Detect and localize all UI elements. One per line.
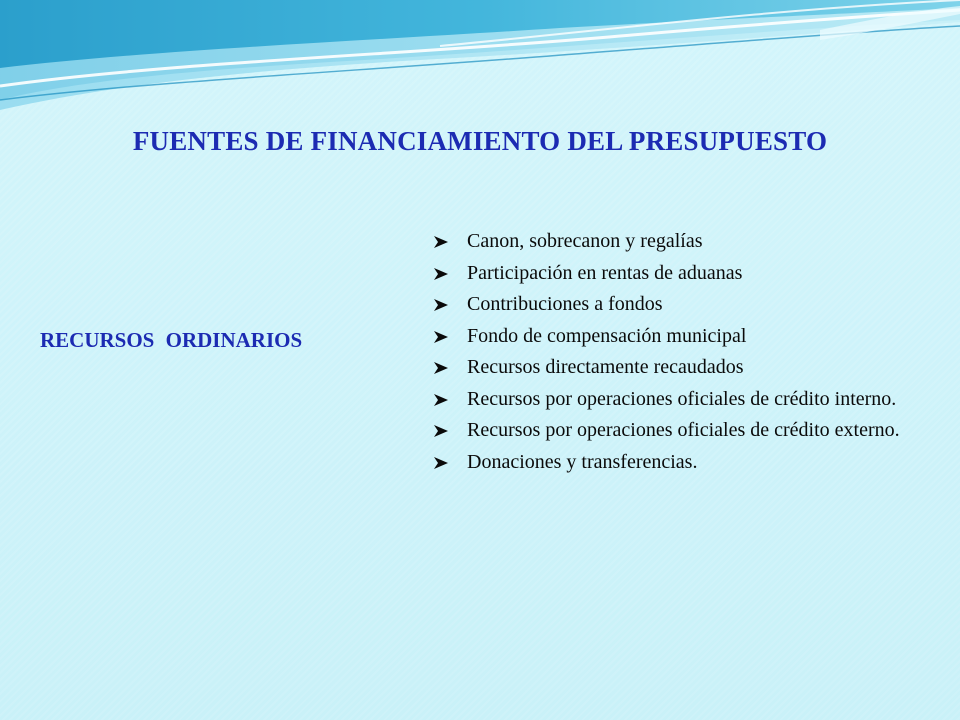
list-item <box>433 226 903 258</box>
wave-banner <box>0 0 960 120</box>
list-item <box>433 415 903 447</box>
list-item <box>433 447 903 479</box>
list-item-text: Recursos por operaciones oficiales de crédito interno. <box>467 387 897 410</box>
list-item <box>433 384 903 416</box>
slide-title: FUENTES DE FINANCIAMIENTO DEL PRESUPUESTO <box>132 126 828 156</box>
arrowhead-bullet-icon <box>433 235 449 249</box>
list-item-text: Recursos por operaciones oficiales de crédito externo. <box>467 419 900 441</box>
list-item <box>433 352 903 384</box>
list-item-text: Participación en rentas de aduanas <box>467 261 743 284</box>
list-item-text: Donaciones y transferencias. <box>467 450 698 473</box>
arrowhead-bullet-icon <box>433 393 449 407</box>
list-item-text: Canon, sobrecanon y regalías <box>467 230 703 252</box>
list-item <box>433 321 903 353</box>
arrowhead-bullet-icon <box>433 456 449 470</box>
list-item-text: Contribuciones a fondos <box>467 293 663 315</box>
funding-sources-list <box>433 226 903 478</box>
list-item <box>433 289 903 321</box>
arrowhead-bullet-icon <box>433 424 449 438</box>
list-item-text: Fondo de compensación municipal <box>467 324 747 347</box>
arrowhead-bullet-icon <box>433 361 449 375</box>
section-label: RECURSOS ORDINARIOS <box>40 328 303 352</box>
arrowhead-bullet-icon <box>433 330 449 344</box>
list-item <box>433 258 903 290</box>
arrowhead-bullet-icon <box>433 267 449 281</box>
list-item-text: Recursos directamente recaudados <box>467 356 744 378</box>
arrowhead-bullet-icon <box>433 298 449 312</box>
